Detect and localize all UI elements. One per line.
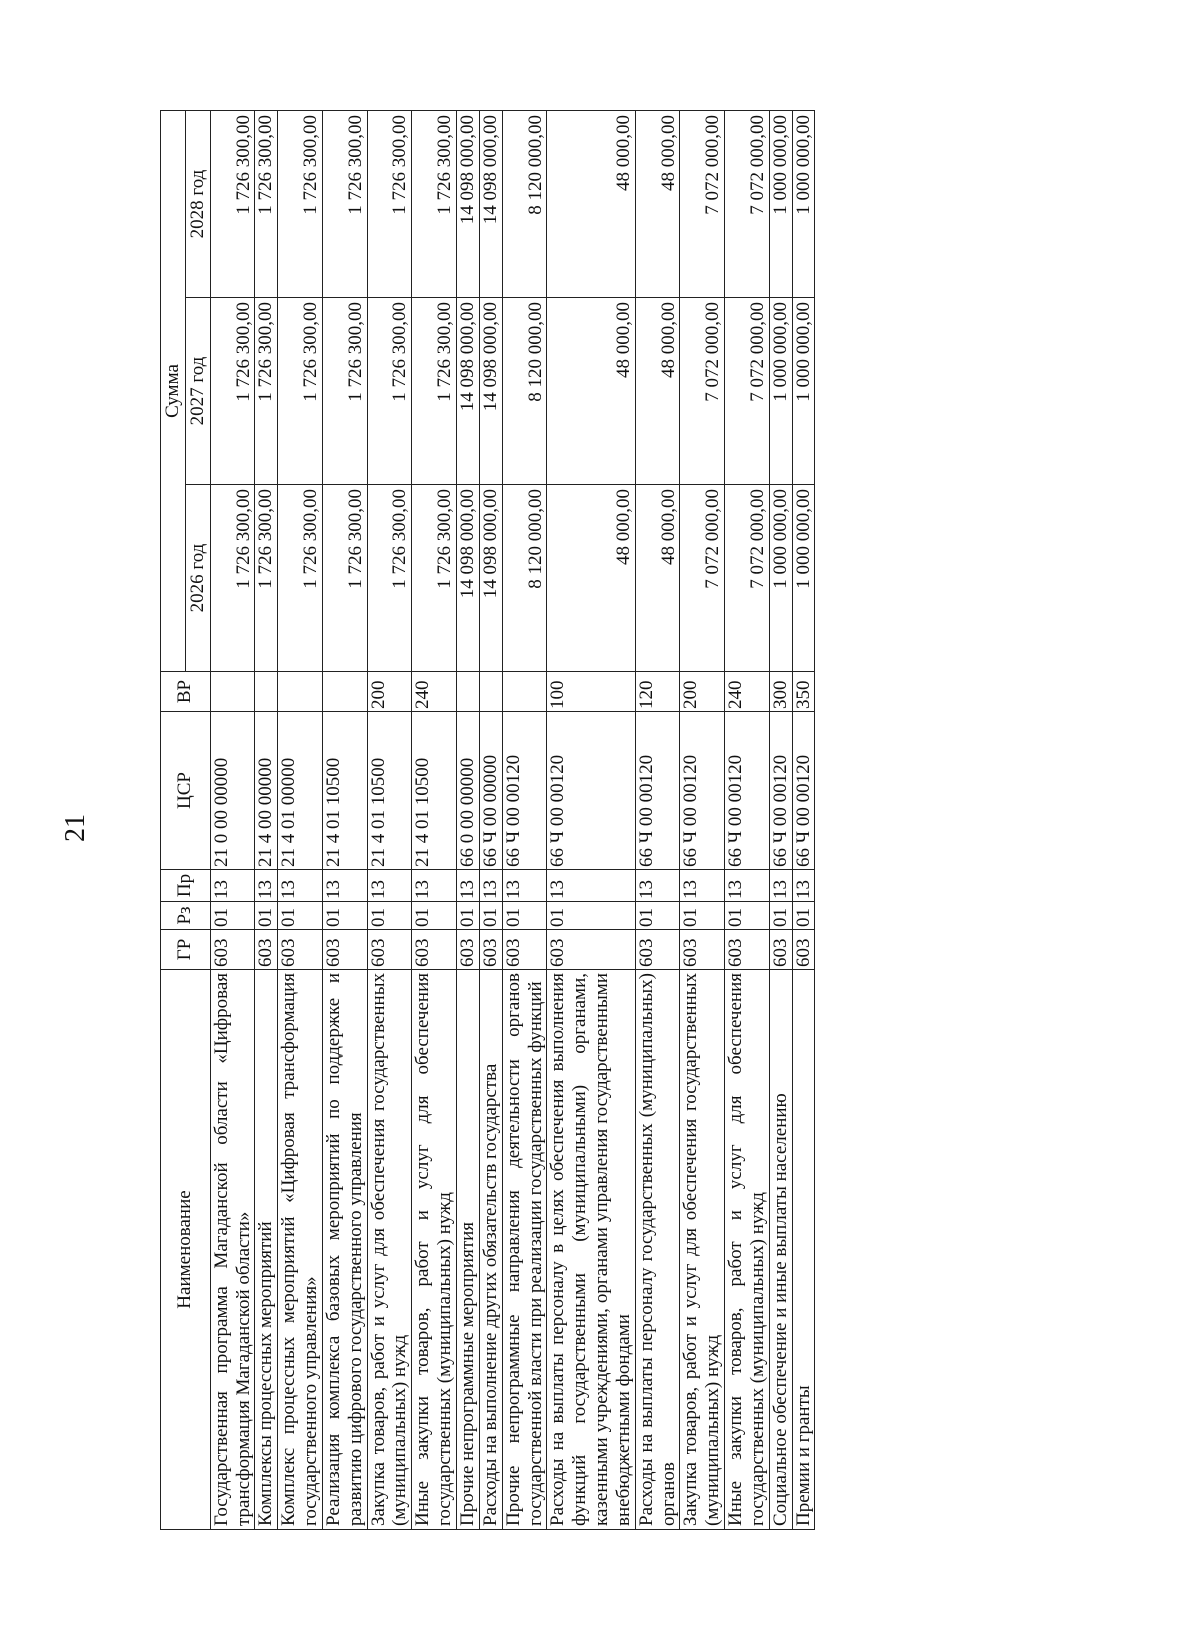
row-amount-2026: 1 726 300,00 xyxy=(367,485,412,672)
budget-table xyxy=(160,110,815,1530)
row-amount-2027: 14 098 000,00 xyxy=(456,298,479,485)
row-amount-2026: 1 000 000,00 xyxy=(792,485,815,672)
row-amount-2027: 1 726 300,00 xyxy=(210,298,255,485)
row-csr: 21 4 01 00000 xyxy=(278,712,323,870)
row-pr: 13 xyxy=(456,870,479,902)
row-vr: 350 xyxy=(792,672,815,712)
row-gr: 603 xyxy=(255,930,278,970)
row-csr: 21 4 01 10500 xyxy=(322,712,367,870)
row-amount-2028: 14 098 000,00 xyxy=(479,110,502,297)
row-rz: 01 xyxy=(278,902,323,930)
row-name: Иные закупки товаров, работ и услуг для обеспечения государственных (муниципальных) нужд xyxy=(412,970,457,1530)
row-rz: 01 xyxy=(367,902,412,930)
row-amount-2026: 7 072 000,00 xyxy=(680,485,725,672)
row-amount-2028: 48 000,00 xyxy=(635,110,680,297)
row-rz: 01 xyxy=(502,902,547,930)
row-gr: 603 xyxy=(547,930,635,970)
row-vr: 240 xyxy=(412,672,457,712)
row-csr: 21 4 01 10500 xyxy=(412,712,457,870)
row-amount-2027: 1 726 300,00 xyxy=(322,298,367,485)
row-gr: 603 xyxy=(456,930,479,970)
header-rz: Рз xyxy=(161,902,211,930)
row-csr: 66 Ч 00 00120 xyxy=(769,712,792,870)
rotated-table-container xyxy=(160,110,1060,1530)
row-csr: 66 Ч 00 00120 xyxy=(547,712,635,870)
row-amount-2027: 1 726 300,00 xyxy=(412,298,457,485)
row-amount-2027: 1 726 300,00 xyxy=(367,298,412,485)
row-pr: 13 xyxy=(502,870,547,902)
table-row xyxy=(456,110,479,1529)
row-vr: 100 xyxy=(547,672,635,712)
row-amount-2026: 1 726 300,00 xyxy=(278,485,323,672)
row-amount-2027: 1 000 000,00 xyxy=(792,298,815,485)
row-vr: 300 xyxy=(769,672,792,712)
row-pr: 13 xyxy=(210,870,255,902)
table-row xyxy=(792,110,815,1529)
row-amount-2026: 1 726 300,00 xyxy=(322,485,367,672)
row-amount-2027: 7 072 000,00 xyxy=(680,298,725,485)
table-row xyxy=(255,110,278,1529)
row-vr xyxy=(278,672,323,712)
row-amount-2026: 48 000,00 xyxy=(635,485,680,672)
row-gr: 603 xyxy=(792,930,815,970)
table-row xyxy=(412,110,457,1529)
row-rz: 01 xyxy=(322,902,367,930)
row-vr xyxy=(322,672,367,712)
table-row xyxy=(210,110,255,1529)
row-gr: 603 xyxy=(367,930,412,970)
row-rz: 01 xyxy=(412,902,457,930)
row-name: Закупка товаров, работ и услуг для обеспечения государственных (муниципальных) нужд xyxy=(367,970,412,1530)
row-vr: 200 xyxy=(367,672,412,712)
row-amount-2027: 1 726 300,00 xyxy=(278,298,323,485)
row-name: Социальное обеспечение и иные выплаты населению xyxy=(769,970,792,1530)
row-csr: 66 Ч 00 00120 xyxy=(635,712,680,870)
header-name: Наименование xyxy=(161,970,211,1530)
row-rz: 01 xyxy=(680,902,725,930)
row-pr: 13 xyxy=(792,870,815,902)
row-csr: 21 4 01 10500 xyxy=(367,712,412,870)
row-name: Комплекс процессных мероприятий «Цифровая трансформация государственного управления» xyxy=(278,970,323,1530)
row-name: Расходы на выполнение других обязательств государства xyxy=(479,970,502,1530)
row-name: Прочие непрограммные мероприятия xyxy=(456,970,479,1530)
row-rz: 01 xyxy=(725,902,770,930)
row-csr: 21 4 00 00000 xyxy=(255,712,278,870)
row-gr: 603 xyxy=(210,930,255,970)
row-vr xyxy=(502,672,547,712)
row-vr xyxy=(479,672,502,712)
row-pr: 13 xyxy=(680,870,725,902)
table-body xyxy=(210,110,815,1529)
row-rz: 01 xyxy=(479,902,502,930)
row-amount-2026: 1 726 300,00 xyxy=(255,485,278,672)
row-amount-2028: 7 072 000,00 xyxy=(680,110,725,297)
row-gr: 603 xyxy=(635,930,680,970)
row-gr: 603 xyxy=(412,930,457,970)
row-name: Расходы на выплаты персоналу в целях обеспечения выполнения функций государственными (муниципальными) органами, казенными учреждениями, органами управления государственными внебюджетными фондами xyxy=(547,970,635,1530)
row-name: Премии и гранты xyxy=(792,970,815,1530)
row-pr: 13 xyxy=(255,870,278,902)
row-amount-2026: 7 072 000,00 xyxy=(725,485,770,672)
row-csr: 66 Ч 00 00120 xyxy=(725,712,770,870)
row-amount-2028: 1 726 300,00 xyxy=(210,110,255,297)
row-rz: 01 xyxy=(210,902,255,930)
table-row xyxy=(769,110,792,1529)
table-row xyxy=(635,110,680,1529)
row-gr: 603 xyxy=(502,930,547,970)
header-pr: Пр xyxy=(161,870,211,902)
row-csr: 66 Ч 00 00120 xyxy=(680,712,725,870)
row-vr: 120 xyxy=(635,672,680,712)
row-vr: 240 xyxy=(725,672,770,712)
row-amount-2028: 14 098 000,00 xyxy=(456,110,479,297)
row-amount-2028: 1 726 300,00 xyxy=(278,110,323,297)
table-row xyxy=(278,110,323,1529)
row-rz: 01 xyxy=(635,902,680,930)
row-name: Комплексы процессных мероприятий xyxy=(255,970,278,1530)
row-amount-2028: 1 726 300,00 xyxy=(255,110,278,297)
table-row xyxy=(725,110,770,1529)
row-amount-2027: 1 726 300,00 xyxy=(255,298,278,485)
row-name: Реализация комплекса базовых мероприятий по поддержке и развитию цифрового государственного управления xyxy=(322,970,367,1530)
row-gr: 603 xyxy=(479,930,502,970)
row-pr: 13 xyxy=(367,870,412,902)
row-name: Закупка товаров, работ и услуг для обеспечения государственных (муниципальных) нужд xyxy=(680,970,725,1530)
row-amount-2028: 1 726 300,00 xyxy=(412,110,457,297)
row-vr xyxy=(456,672,479,712)
row-gr: 603 xyxy=(278,930,323,970)
row-amount-2026: 8 120 000,00 xyxy=(502,485,547,672)
row-pr: 13 xyxy=(547,870,635,902)
row-amount-2027: 48 000,00 xyxy=(547,298,635,485)
row-pr: 13 xyxy=(322,870,367,902)
row-rz: 01 xyxy=(792,902,815,930)
row-amount-2027: 7 072 000,00 xyxy=(725,298,770,485)
table-row xyxy=(547,110,635,1529)
row-gr: 603 xyxy=(725,930,770,970)
header-2027: 2027 год xyxy=(185,298,210,485)
row-amount-2028: 1 000 000,00 xyxy=(792,110,815,297)
row-pr: 13 xyxy=(635,870,680,902)
row-pr: 13 xyxy=(278,870,323,902)
table-row xyxy=(322,110,367,1529)
row-amount-2026: 1 000 000,00 xyxy=(769,485,792,672)
row-csr: 66 Ч 00 00120 xyxy=(792,712,815,870)
row-amount-2026: 14 098 000,00 xyxy=(479,485,502,672)
row-pr: 13 xyxy=(769,870,792,902)
row-rz: 01 xyxy=(769,902,792,930)
row-amount-2026: 1 726 300,00 xyxy=(210,485,255,672)
row-amount-2028: 1 000 000,00 xyxy=(769,110,792,297)
page-number: 21 xyxy=(60,814,91,842)
row-amount-2028: 1 726 300,00 xyxy=(367,110,412,297)
row-vr xyxy=(210,672,255,712)
row-vr: 200 xyxy=(680,672,725,712)
row-csr: 66 0 00 00000 xyxy=(456,712,479,870)
row-gr: 603 xyxy=(680,930,725,970)
row-pr: 13 xyxy=(412,870,457,902)
header-vr: ВР xyxy=(161,672,211,712)
row-amount-2027: 8 120 000,00 xyxy=(502,298,547,485)
table-row xyxy=(367,110,412,1529)
row-csr: 21 0 00 00000 xyxy=(210,712,255,870)
row-name: Государственная программа Магаданской области «Цифровая трансформация Магаданской области» xyxy=(210,970,255,1530)
table-row xyxy=(502,110,547,1529)
row-name: Расходы на выплаты персоналу государственных (муниципальных) органов xyxy=(635,970,680,1530)
row-csr: 66 Ч 00 00000 xyxy=(479,712,502,870)
header-2028: 2028 год xyxy=(185,110,210,297)
row-rz: 01 xyxy=(255,902,278,930)
header-csr: ЦСР xyxy=(161,712,211,870)
row-amount-2026: 1 726 300,00 xyxy=(412,485,457,672)
row-rz: 01 xyxy=(547,902,635,930)
row-gr: 603 xyxy=(769,930,792,970)
header-2026: 2026 год xyxy=(185,485,210,672)
row-amount-2028: 1 726 300,00 xyxy=(322,110,367,297)
row-amount-2028: 48 000,00 xyxy=(547,110,635,297)
table-row xyxy=(680,110,725,1529)
row-amount-2026: 14 098 000,00 xyxy=(456,485,479,672)
header-sum: Сумма xyxy=(161,110,186,671)
row-name: Иные закупки товаров, работ и услуг для обеспечения государственных (муниципальных) нужд xyxy=(725,970,770,1530)
row-name: Прочие непрограммные направления деятельности органов государственной власти при реализации государственных функций xyxy=(502,970,547,1530)
row-amount-2027: 14 098 000,00 xyxy=(479,298,502,485)
header-row xyxy=(161,110,186,1529)
row-gr: 603 xyxy=(322,930,367,970)
row-csr: 66 Ч 00 00120 xyxy=(502,712,547,870)
row-amount-2027: 1 000 000,00 xyxy=(769,298,792,485)
row-amount-2028: 7 072 000,00 xyxy=(725,110,770,297)
row-amount-2026: 48 000,00 xyxy=(547,485,635,672)
row-pr: 13 xyxy=(725,870,770,902)
row-rz: 01 xyxy=(456,902,479,930)
row-vr xyxy=(255,672,278,712)
table-row xyxy=(479,110,502,1529)
header-gr: ГР xyxy=(161,930,211,970)
row-amount-2027: 48 000,00 xyxy=(635,298,680,485)
row-amount-2028: 8 120 000,00 xyxy=(502,110,547,297)
row-pr: 13 xyxy=(479,870,502,902)
